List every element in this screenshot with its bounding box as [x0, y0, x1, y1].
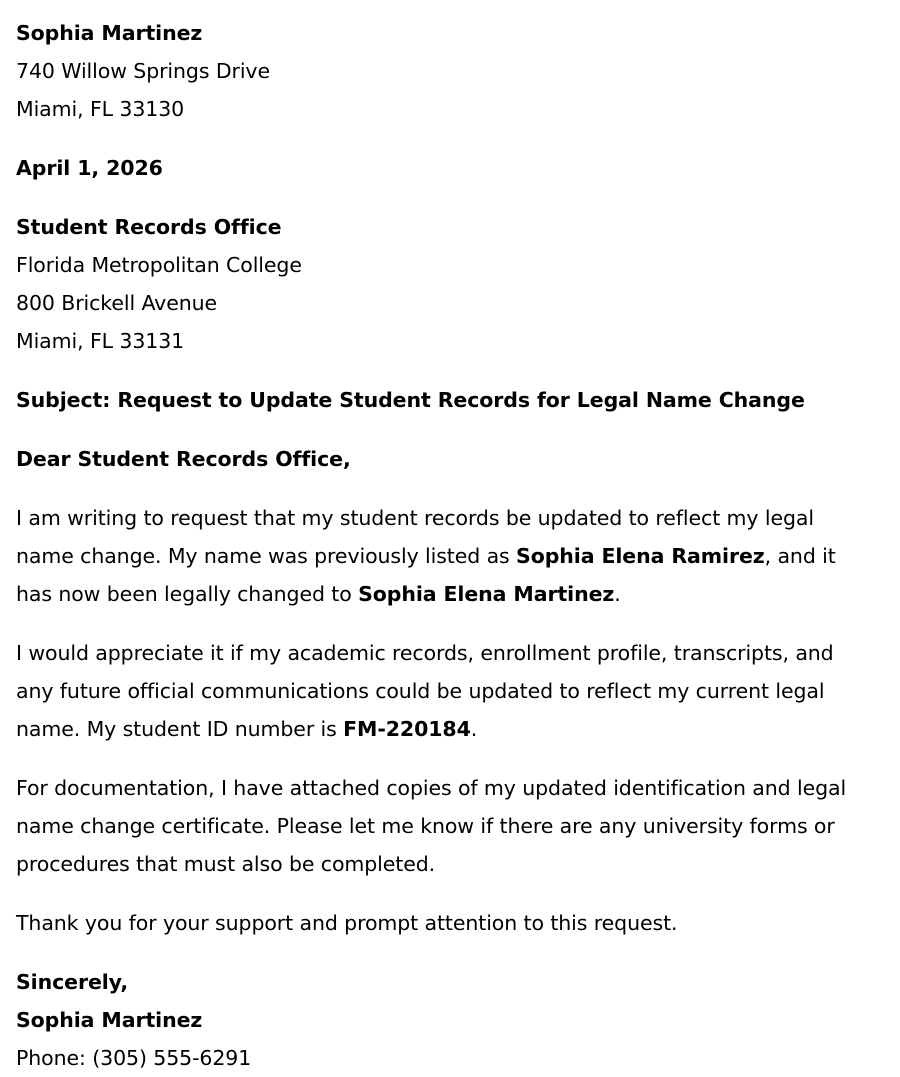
paragraph-text — [16, 499, 862, 613]
date-block — [16, 149, 870, 187]
letter-date: April 1, 2026 — [16, 156, 163, 180]
recipient-institution: Florida Metropolitan College — [16, 253, 302, 277]
body-paragraph-1 — [16, 499, 870, 613]
subject-block — [16, 381, 870, 419]
paragraph-text — [16, 634, 862, 748]
sender-street: 740 Willow Springs Drive — [16, 59, 270, 83]
signature-name: Sophia Martinez — [16, 1008, 203, 1032]
paragraph2-part2: . — [470, 717, 478, 741]
body-paragraph-2 — [16, 634, 870, 748]
sender-address-block — [16, 14, 870, 128]
former-legal-name: Sophia Elena Ramirez — [516, 544, 765, 568]
paragraph1-part2: , and it has now been legally changed to — [16, 544, 836, 606]
sender-name: Sophia Martinez — [16, 21, 203, 45]
salutation-block — [16, 440, 870, 478]
body-paragraph-4 — [16, 904, 870, 942]
recipient-office: Student Records Office — [16, 215, 282, 239]
body-paragraph-3 — [16, 769, 870, 883]
paragraph1-part1: I am writing to request that my student records be updated to reflect my legal name change. My name was previously listed as — [16, 506, 814, 568]
signature-closing: Sincerely, — [16, 970, 129, 994]
sender-city-state-zip: Miami, FL 33130 — [16, 97, 185, 121]
paragraph1-part3: . — [614, 582, 621, 606]
signature-block — [16, 963, 870, 1077]
paragraph-text: Thank you for your support and prompt attention to this request. — [16, 911, 678, 935]
recipient-street: 800 Brickell Avenue — [16, 291, 218, 315]
salutation-line: Dear Student Records Office, — [16, 447, 351, 471]
paragraph-text: For documentation, I have attached copies of my updated identification and legal name change certificate. Please let me know if there are any university forms or procedures that must also be completed. — [16, 776, 847, 876]
paragraph2-part1: I would appreciate it if my academic records, enrollment profile, transcripts, and any future official communications could be updated to reflect my current legal name. My student ID number is — [16, 641, 834, 741]
recipient-address-block — [16, 208, 870, 360]
recipient-city-state-zip: Miami, FL 33131 — [16, 329, 185, 353]
subject-line: Subject: Request to Update Student Records for Legal Name Change — [16, 388, 805, 412]
signature-phone: Phone: (305) 555-6291 — [16, 1046, 252, 1070]
student-id-value: FM-220184 — [343, 717, 471, 741]
new-legal-name: Sophia Elena Martinez — [358, 582, 615, 606]
